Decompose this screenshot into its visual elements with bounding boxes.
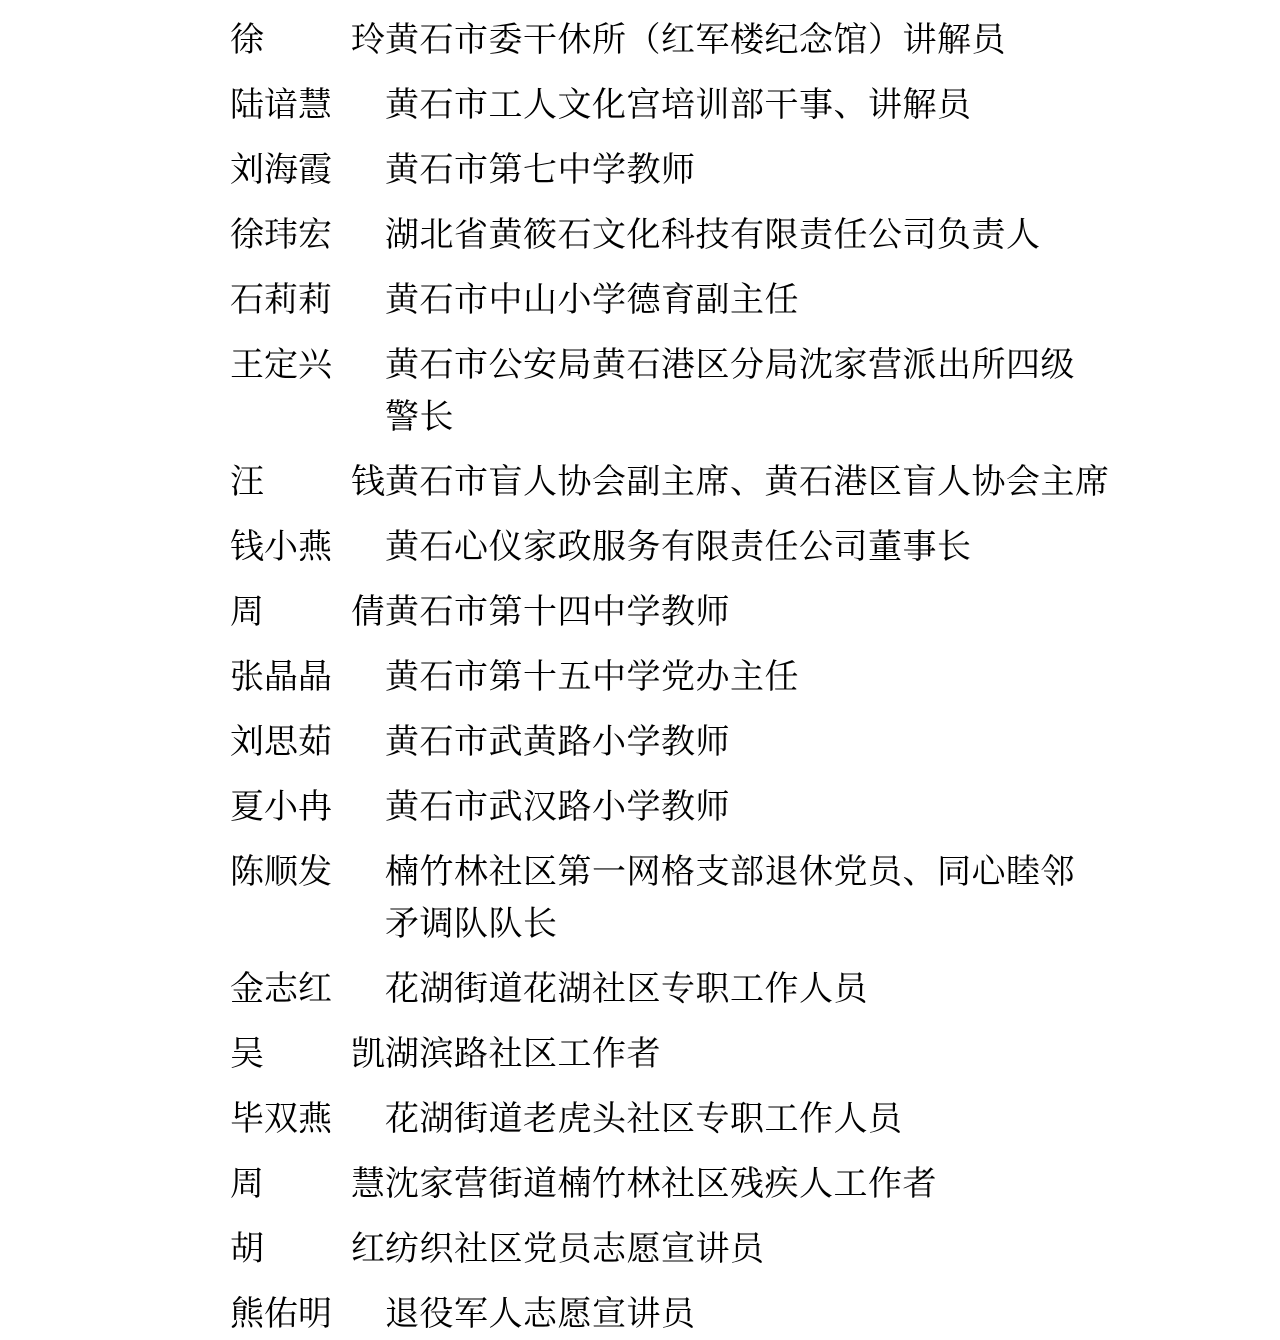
person-title-line: 纺织社区党员志愿宣讲员 <box>385 1229 765 1269</box>
person-title-line: 黄石市公安局黄石港区分局沈家营派出所四级 <box>385 345 1075 385</box>
person-name: 周 慧 <box>230 1164 385 1204</box>
person-title-line: 警长 <box>385 397 454 437</box>
person-title <box>385 521 1160 573</box>
list-item <box>230 781 1160 833</box>
person-title-line: 黄石市第十五中学党办主任 <box>385 657 799 697</box>
list-item <box>230 209 1160 261</box>
list-item <box>230 1288 1160 1340</box>
person-name: 胡 红 <box>230 1229 385 1269</box>
person-name: 张晶晶 <box>230 657 332 697</box>
person-title <box>385 274 1160 326</box>
list-item <box>230 144 1160 196</box>
person-title <box>385 963 1160 1015</box>
person-title-line: 楠竹林社区第一网格支部退休党员、同心睦邻 <box>385 852 1075 892</box>
list-item <box>230 339 1160 443</box>
person-title-line: 湖滨路社区工作者 <box>385 1034 661 1074</box>
list-item <box>230 79 1160 131</box>
person-name: 徐 玲 <box>230 20 385 60</box>
person-name: 钱小燕 <box>230 527 332 567</box>
person-name: 刘海霞 <box>230 150 332 190</box>
person-title <box>385 846 1160 950</box>
person-title-line: 黄石市中山小学德育副主任 <box>385 280 799 320</box>
person-title-line: 黄石市武黄路小学教师 <box>385 722 730 762</box>
person-title <box>385 144 1160 196</box>
person-title <box>385 79 1160 131</box>
person-title-line: 沈家营街道楠竹林社区残疾人工作者 <box>385 1164 937 1204</box>
person-name: 陆谙慧 <box>230 85 332 125</box>
list-item <box>230 1223 1160 1275</box>
list-item <box>230 1093 1160 1145</box>
list-item <box>230 521 1160 573</box>
person-title <box>385 781 1160 833</box>
person-title <box>385 456 1160 508</box>
person-name: 吴 凯 <box>230 1034 385 1074</box>
person-name: 毕双燕 <box>230 1099 332 1139</box>
list-item <box>230 14 1160 66</box>
person-title-line: 黄石市第七中学教师 <box>385 150 696 190</box>
person-name: 夏小冉 <box>230 787 332 827</box>
person-title <box>385 209 1160 261</box>
list-item <box>230 586 1160 638</box>
list-item <box>230 716 1160 768</box>
person-name: 金志红 <box>230 969 332 1009</box>
person-title <box>385 716 1160 768</box>
list-item <box>230 846 1160 950</box>
person-title-line: 黄石市委干休所（红军楼纪念馆）讲解员 <box>385 20 1006 60</box>
person-name: 汪 钱 <box>230 462 385 502</box>
person-title-line: 湖北省黄筱石文化科技有限责任公司负责人 <box>385 215 1041 255</box>
person-title <box>385 651 1160 703</box>
name-list <box>230 14 1160 1340</box>
person-title-line: 黄石市武汉路小学教师 <box>385 787 730 827</box>
list-item <box>230 1028 1160 1080</box>
list-item <box>230 1158 1160 1210</box>
person-title <box>385 1158 1160 1210</box>
person-title <box>385 586 1160 638</box>
person-title-line: 退役军人志愿宣讲员 <box>385 1294 696 1334</box>
person-title <box>385 14 1160 66</box>
list-item <box>230 274 1160 326</box>
person-title-line: 矛调队队长 <box>385 904 558 944</box>
person-name: 王定兴 <box>230 345 332 385</box>
list-item <box>230 651 1160 703</box>
person-title <box>385 1093 1160 1145</box>
person-title-line: 黄石市第十四中学教师 <box>385 592 730 632</box>
person-title-line: 黄石市工人文化宫培训部干事、讲解员 <box>385 85 972 125</box>
person-name: 陈顺发 <box>230 852 332 892</box>
person-name: 石莉莉 <box>230 280 332 320</box>
person-name: 熊佑明 <box>230 1294 332 1334</box>
person-name: 刘思茹 <box>230 722 332 762</box>
person-name: 周 倩 <box>230 592 385 632</box>
person-title <box>385 1028 1160 1080</box>
person-title-line: 黄石心仪家政服务有限责任公司董事长 <box>385 527 972 567</box>
list-item <box>230 963 1160 1015</box>
person-title-line: 黄石市盲人协会副主席、黄石港区盲人协会主席 <box>385 462 1110 502</box>
person-title <box>385 1288 1160 1340</box>
person-name: 徐玮宏 <box>230 215 332 255</box>
person-title <box>385 339 1160 443</box>
list-item <box>230 456 1160 508</box>
person-title-line: 花湖街道老虎头社区专职工作人员 <box>385 1099 903 1139</box>
person-title <box>385 1223 1160 1275</box>
person-title-line: 花湖街道花湖社区专职工作人员 <box>385 969 868 1009</box>
